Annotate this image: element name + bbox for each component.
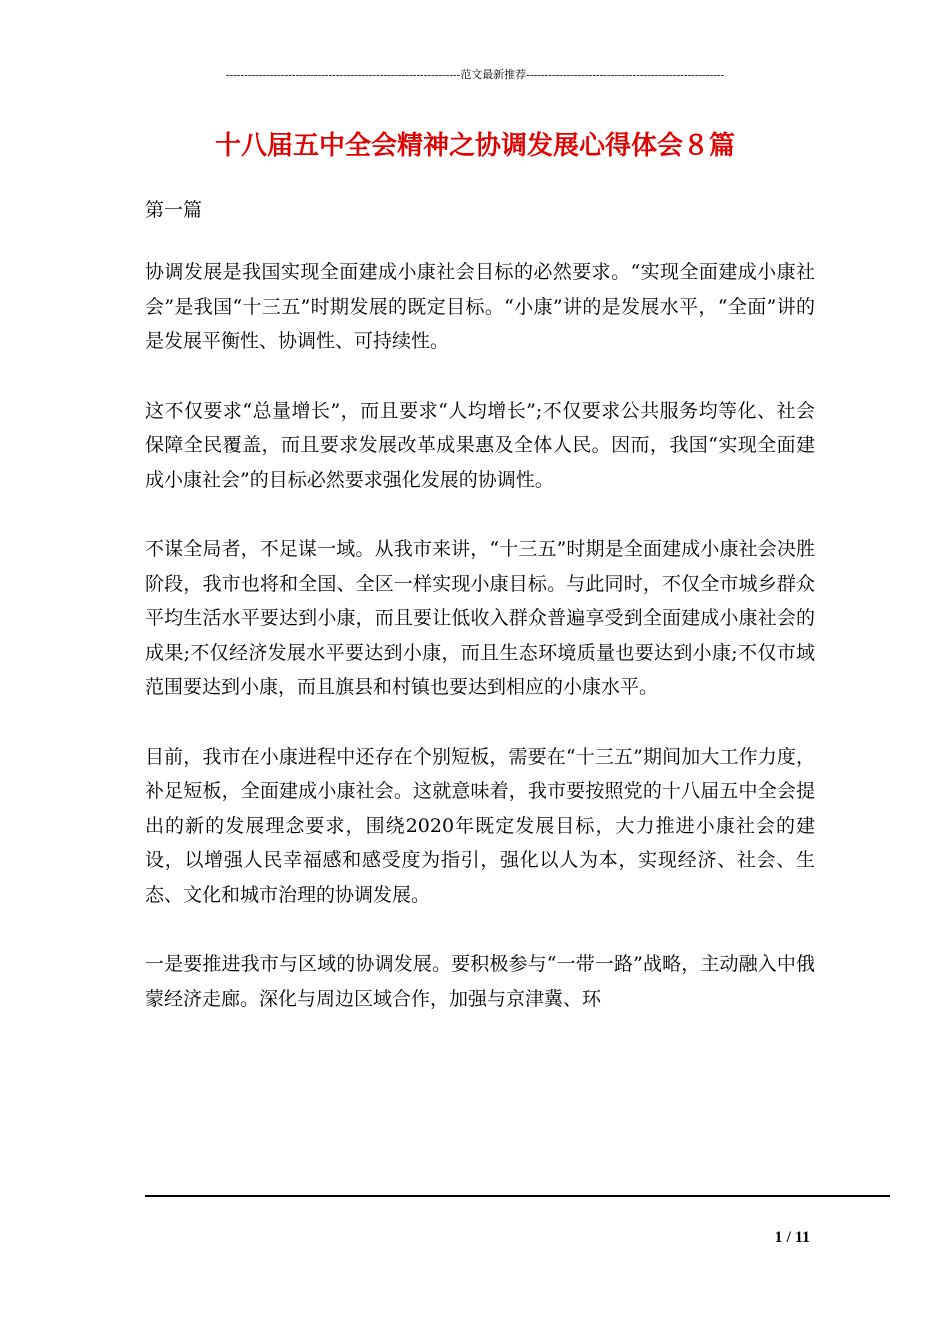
footer-divider	[145, 1195, 890, 1197]
paragraph-2: 这不仅要求“总量增长”，而且要求“人均增长”;不仅要求公共服务均等化、社会保障全民覆盖，而且要求发展改革成果惠及全体人民。因而，我国“实现全面建成小康社会”的目标必然要求强化发展的协调性。	[145, 399, 815, 491]
section-label: 第一篇	[145, 199, 203, 221]
page-number: 1 / 11	[774, 1229, 810, 1246]
paragraph-5: 一是要推进我市与区域的协调发展。要积极参与“一带一路”战略，主动融入中俄蒙经济走廊。深化与周边区域合作，加强与京津冀、环	[145, 953, 815, 1010]
paragraph-1: 协调发展是我国实现全面建成小康社会目标的必然要求。“实现全面建成小康社会”是我国“十三五”时期发展的既定目标。“小康”讲的是发展水平，“全面”讲的是发展平衡性、协调性、可持续性。	[145, 261, 815, 352]
document-title: 十八届五中全会精神之协调发展心得体会８篇	[214, 131, 735, 161]
page-header: ----------------------------------------------------------------范文最新推荐------------------------------------------------------	[225, 69, 725, 81]
paragraph-4: 目前，我市在小康进程中还存在个别短板，需要在“十三五”期间加大工作力度，补足短板，全面建成小康社会。这就意味着，我市要按照党的十八届五中全会提出的新的发展理念要求，围绕2020年既定发展目标，大力推进小康社会的建设，以增强人民幸福感和感受度为指引，强化以人为本，实现经济、社会、生态、文化和城市治理的协调发展。	[145, 745, 815, 906]
document-body	[145, 193, 815, 1051]
paragraph-3: 不谋全局者，不足谋一域。从我市来讲，“十三五”时期是全面建成小康社会决胜阶段，我市也将和全国、全区一样实现小康目标。与此同时，不仅全市城乡群众平均生活水平要达到小康，而且要让低收入群众普遍享受到全面建成小康社会的成果;不仅经济发展水平要达到小康，而且生态环境质量也要达到小康;不仅市域范围要达到小康，而且旗县和村镇也要达到相应的小康水平。	[145, 538, 815, 698]
